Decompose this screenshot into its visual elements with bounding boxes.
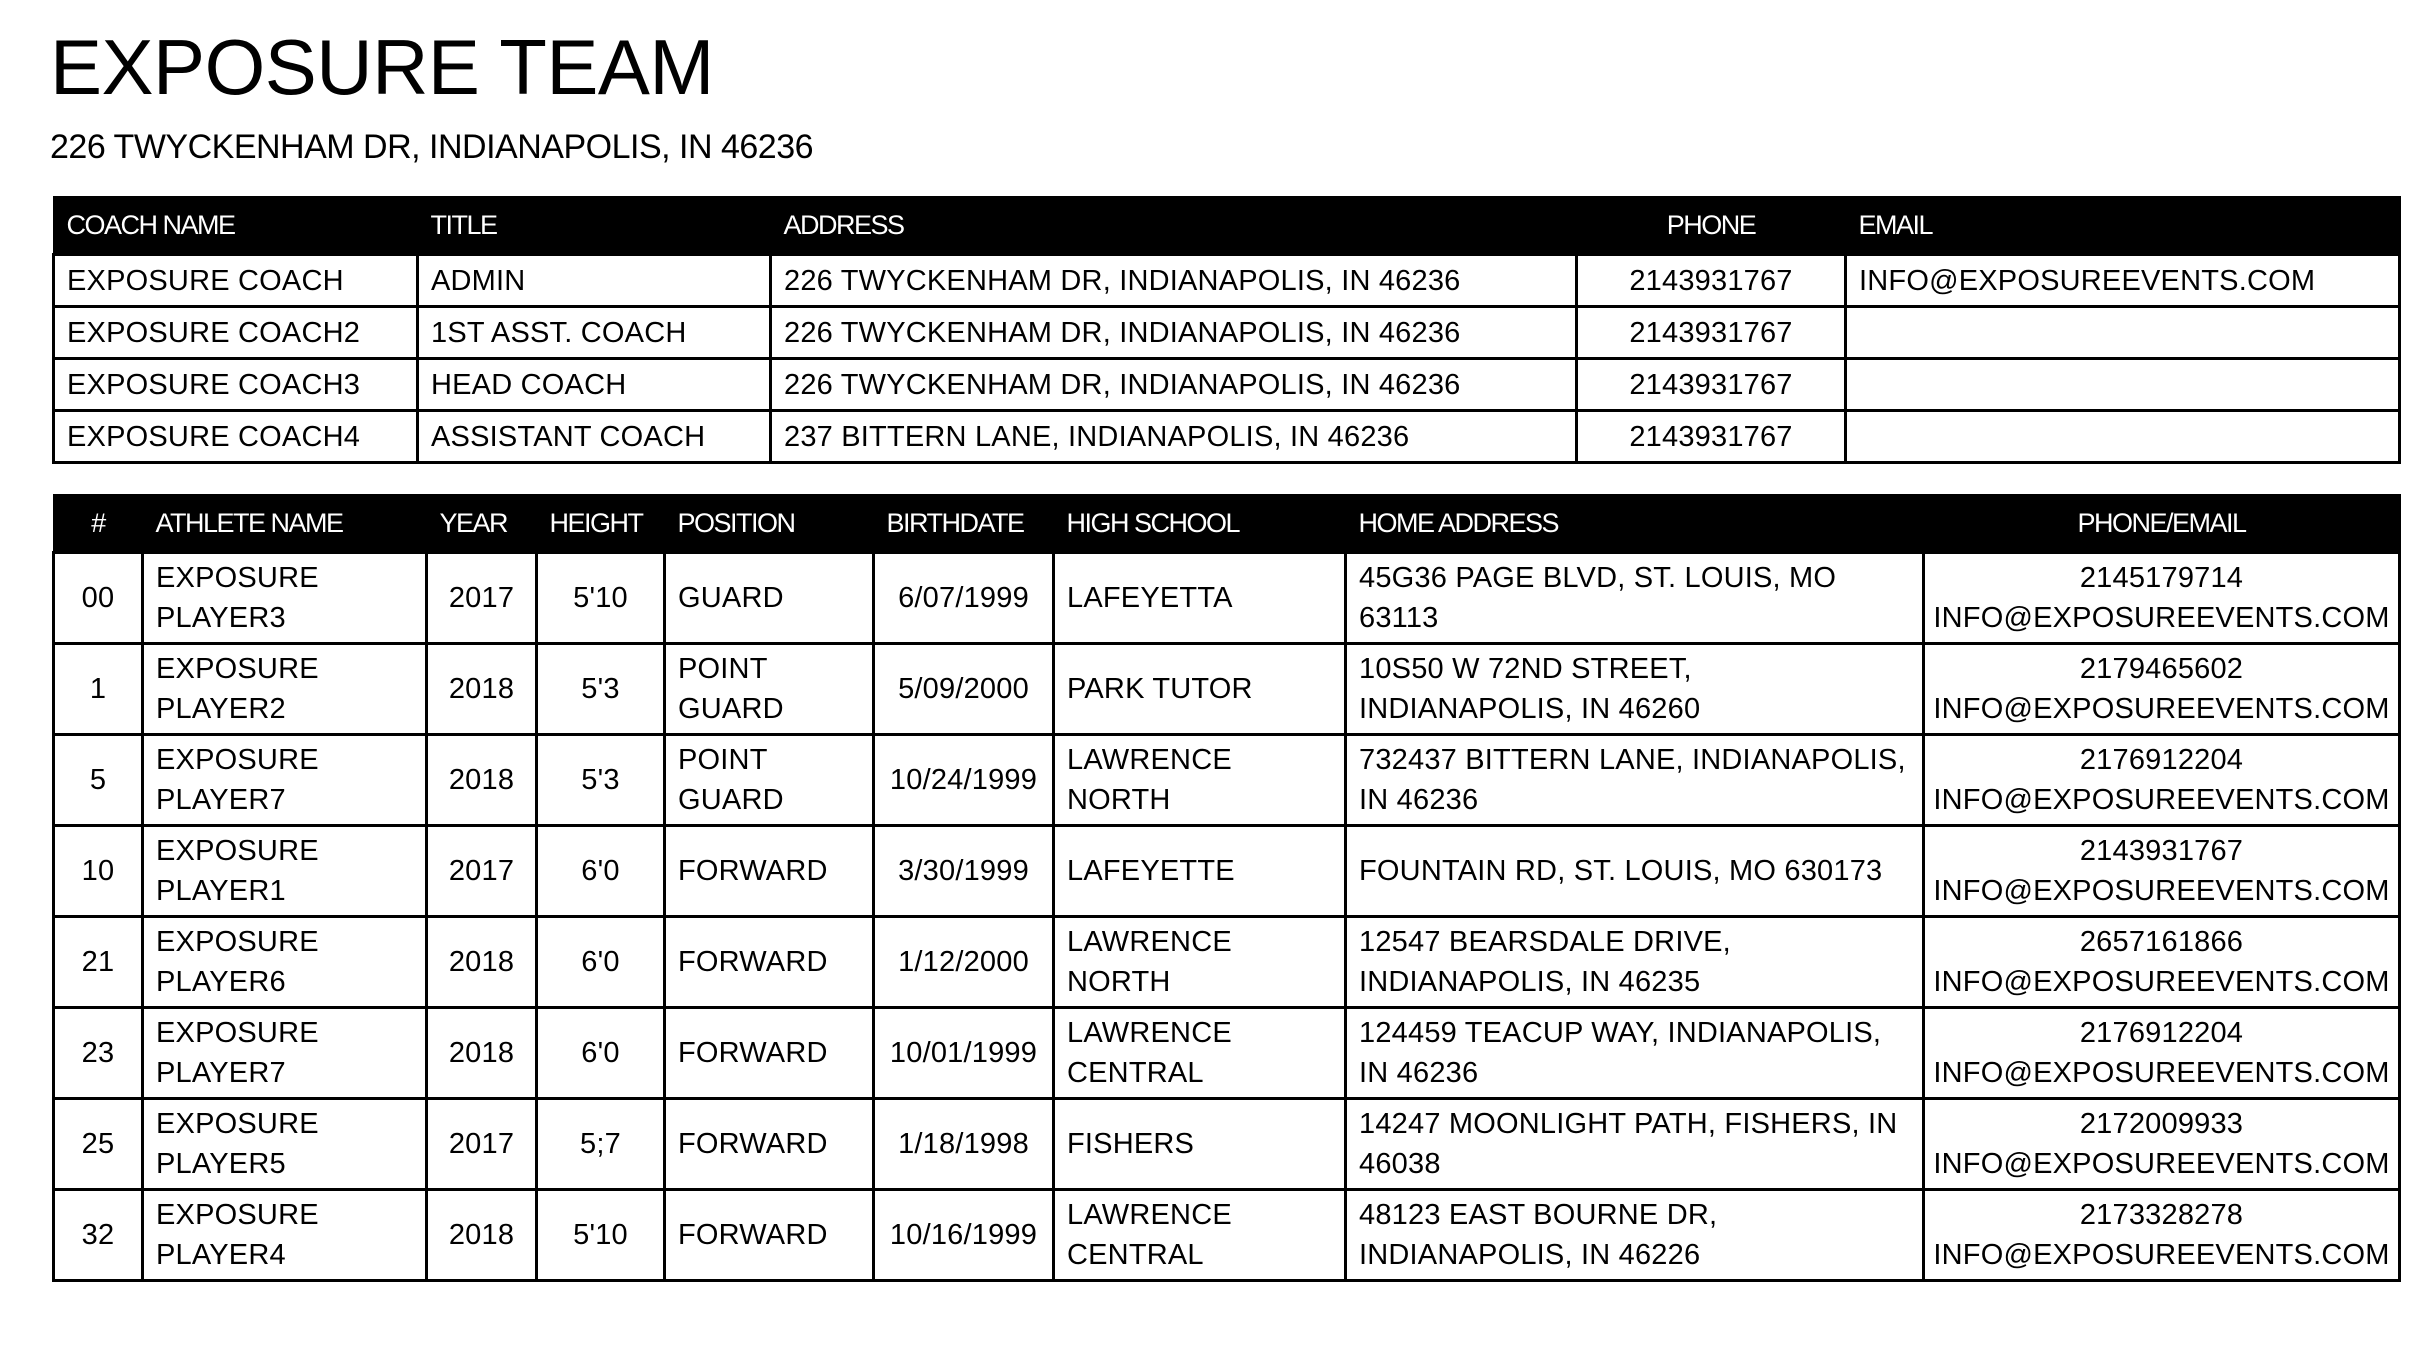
athlete-address-cell: [1346, 553, 1924, 644]
athlete-contact-cell: [1924, 644, 2400, 735]
athlete-address-cell-line-1: 10S50 W 72ND STREET,: [1359, 653, 1692, 685]
athlete-school-cell: FISHERS: [1054, 1099, 1346, 1190]
athlete-number-cell: 23: [54, 1008, 143, 1099]
athlete-address-cell-line-1: 12547 BEARSDALE DRIVE,: [1359, 926, 1731, 958]
col-email: EMAIL: [1846, 197, 2400, 255]
athlete-contact-cell: [1924, 1008, 2400, 1099]
athlete-school-cell-line-1: LAWRENCE: [1067, 1199, 1232, 1231]
col-birthdate: BIRTHDATE: [874, 495, 1054, 553]
athlete-position-cell: FORWARD: [665, 1099, 874, 1190]
athlete-birthdate-cell: 1/18/1998: [874, 1099, 1054, 1190]
athlete-contact-cell-line-1: 2173328278: [2079, 1199, 2244, 1231]
athlete-name-cell-line-2: PLAYER2: [156, 693, 286, 725]
athlete-height-cell: 5'10: [537, 553, 665, 644]
athlete-name-cell: [143, 1099, 427, 1190]
coach-address-cell: 226 TWYCKENHAM DR, INDIANAPOLIS, IN 46236: [771, 255, 1577, 307]
athlete-birthdate-cell: 10/16/1999: [874, 1190, 1054, 1281]
athlete-row: [54, 1190, 2400, 1281]
col-title: TITLE: [418, 197, 771, 255]
athlete-birthdate-cell: 6/07/1999: [874, 553, 1054, 644]
coach-name-cell: EXPOSURE COACH: [54, 255, 418, 307]
athlete-contact-cell: [1924, 917, 2400, 1008]
athlete-row: [54, 917, 2400, 1008]
athlete-name-cell: [143, 1008, 427, 1099]
athlete-school-cell: [1054, 735, 1346, 826]
athlete-contact-cell-line-1: 2143931767: [2079, 835, 2244, 867]
athlete-position-cell: FORWARD: [665, 826, 874, 917]
athlete-name-cell-line-1: EXPOSURE: [156, 1017, 319, 1049]
athlete-contact-cell-line-2: INFO@EXPOSUREEVENTS.COM: [1933, 784, 2390, 816]
coach-phone-cell: 2143931767: [1577, 359, 1846, 411]
athlete-position-cell-line-2: GUARD: [678, 784, 784, 816]
athlete-contact-cell: [1924, 1099, 2400, 1190]
athlete-row: [54, 1008, 2400, 1099]
athlete-school-cell-line-2: NORTH: [1067, 784, 1171, 816]
athlete-school-cell: LAFEYETTE: [1054, 826, 1346, 917]
athlete-position-cell: FORWARD: [665, 1008, 874, 1099]
athlete-address-cell-line-2: IN 46236: [1359, 784, 1479, 816]
athlete-table: [52, 494, 2401, 1282]
col-phone: PHONE: [1577, 197, 1846, 255]
athlete-contact-cell-line-1: 2657161866: [2079, 926, 2244, 958]
athlete-row: [54, 553, 2400, 644]
coach-title-cell: ADMIN: [418, 255, 771, 307]
athlete-height-cell: 5'3: [537, 644, 665, 735]
coach-address-cell: 226 TWYCKENHAM DR, INDIANAPOLIS, IN 46236: [771, 307, 1577, 359]
athlete-contact-cell-line-1: 2172009933: [2079, 1108, 2244, 1140]
athlete-name-cell-line-1: EXPOSURE: [156, 653, 319, 685]
athlete-position-cell-line-2: GUARD: [678, 693, 784, 725]
athlete-position-cell: [665, 735, 874, 826]
athlete-height-cell: 6'0: [537, 917, 665, 1008]
athlete-contact-cell-line-2: INFO@EXPOSUREEVENTS.COM: [1933, 1148, 2390, 1180]
athlete-year-cell: 2018: [427, 735, 537, 826]
athlete-address-cell-line-2: 63113: [1359, 602, 1439, 634]
coach-title-cell: HEAD COACH: [418, 359, 771, 411]
athlete-contact-cell: [1924, 1190, 2400, 1281]
coach-phone-cell: 2143931767: [1577, 411, 1846, 463]
athlete-contact-cell-line-2: INFO@EXPOSUREEVENTS.COM: [1933, 602, 2390, 634]
athlete-contact-cell-line-2: INFO@EXPOSUREEVENTS.COM: [1933, 693, 2390, 725]
athlete-year-cell: 2018: [427, 1190, 537, 1281]
athlete-contact-cell: [1924, 826, 2400, 917]
athlete-birthdate-cell: 10/01/1999: [874, 1008, 1054, 1099]
athlete-contact-cell-line-2: INFO@EXPOSUREEVENTS.COM: [1933, 1057, 2390, 1089]
team-address: 226 TWYCKENHAM DR, INDIANAPOLIS, IN 46236: [50, 128, 814, 166]
athlete-name-cell-line-1: EXPOSURE: [156, 744, 319, 776]
col-home-address: HOME ADDRESS: [1346, 495, 1924, 553]
athlete-number-cell: 1: [54, 644, 143, 735]
athlete-address-cell-line-2: INDIANAPOLIS, IN 46260: [1359, 693, 1701, 725]
athlete-school-cell: [1054, 1190, 1346, 1281]
athlete-school-cell-line-1: LAWRENCE: [1067, 1017, 1232, 1049]
athlete-contact-cell: [1924, 735, 2400, 826]
athlete-year-cell: 2018: [427, 644, 537, 735]
athlete-row: [54, 826, 2400, 917]
col-phone-email: PHONE/EMAIL: [1924, 495, 2400, 553]
coach-name-cell: EXPOSURE COACH4: [54, 411, 418, 463]
athlete-year-cell: 2017: [427, 826, 537, 917]
athlete-height-cell: 6'0: [537, 1008, 665, 1099]
athlete-address-cell: FOUNTAIN RD, ST. LOUIS, MO 630173: [1346, 826, 1924, 917]
coach-row: [54, 411, 2400, 463]
athlete-name-cell-line-1: EXPOSURE: [156, 835, 319, 867]
athlete-name-cell-line-2: PLAYER5: [156, 1148, 286, 1180]
athlete-address-cell: [1346, 1099, 1924, 1190]
athlete-address-cell-line-1: 14247 MOONLIGHT PATH, FISHERS, IN: [1359, 1108, 1898, 1140]
athlete-address-cell-line-1: 732437 BITTERN LANE, INDIANAPOLIS,: [1359, 744, 1906, 776]
athlete-row: [54, 1099, 2400, 1190]
athlete-height-cell: 5;7: [537, 1099, 665, 1190]
athlete-address-cell-line-2: INDIANAPOLIS, IN 46235: [1359, 966, 1701, 998]
athlete-name-cell-line-2: PLAYER3: [156, 602, 286, 634]
athlete-number-cell: 10: [54, 826, 143, 917]
coach-phone-cell: 2143931767: [1577, 307, 1846, 359]
athlete-name-cell: [143, 553, 427, 644]
coach-row: [54, 359, 2400, 411]
athlete-year-cell: 2018: [427, 917, 537, 1008]
athlete-address-cell: [1346, 735, 1924, 826]
athlete-row: [54, 735, 2400, 826]
athlete-position-cell: FORWARD: [665, 917, 874, 1008]
athlete-birthdate-cell: 5/09/2000: [874, 644, 1054, 735]
athlete-contact-cell-line-1: 2145179714: [2079, 562, 2244, 594]
athlete-school-cell: LAFEYETTA: [1054, 553, 1346, 644]
athlete-school-cell-line-1: LAWRENCE: [1067, 744, 1232, 776]
coach-address-cell: 226 TWYCKENHAM DR, INDIANAPOLIS, IN 46236: [771, 359, 1577, 411]
coach-name-cell: EXPOSURE COACH3: [54, 359, 418, 411]
col-coach-name: COACH NAME: [54, 197, 418, 255]
coach-phone-cell: 2143931767: [1577, 255, 1846, 307]
athlete-address-cell: [1346, 1190, 1924, 1281]
athlete-name-cell-line-2: PLAYER1: [156, 875, 286, 907]
col-address: ADDRESS: [771, 197, 1577, 255]
athlete-name-cell-line-1: EXPOSURE: [156, 926, 319, 958]
athlete-position-cell: FORWARD: [665, 1190, 874, 1281]
athlete-table-header: [54, 495, 2400, 553]
coach-table: [52, 196, 2401, 464]
coach-email-cell: INFO@EXPOSUREEVENTS.COM: [1846, 255, 2400, 307]
athlete-name-cell: [143, 826, 427, 917]
coach-title-cell: ASSISTANT COACH: [418, 411, 771, 463]
athlete-address-cell: [1346, 917, 1924, 1008]
athlete-position-cell-line-1: POINT: [678, 653, 768, 685]
athlete-number-cell: 00: [54, 553, 143, 644]
col-year: YEAR: [427, 495, 537, 553]
athlete-number-cell: 25: [54, 1099, 143, 1190]
athlete-address-cell-line-1: 48123 EAST BOURNE DR,: [1359, 1199, 1718, 1231]
coach-table-header: [54, 197, 2400, 255]
athlete-school-cell-line-2: CENTRAL: [1067, 1239, 1204, 1271]
athlete-position-cell: GUARD: [665, 553, 874, 644]
athlete-name-cell-line-1: EXPOSURE: [156, 1199, 319, 1231]
athlete-name-cell-line-2: PLAYER7: [156, 1057, 286, 1089]
athlete-year-cell: 2017: [427, 1099, 537, 1190]
athlete-school-cell: [1054, 1008, 1346, 1099]
athlete-school-cell: PARK TUTOR: [1054, 644, 1346, 735]
athlete-birthdate-cell: 3/30/1999: [874, 826, 1054, 917]
coach-email-cell: [1846, 359, 2400, 411]
athlete-year-cell: 2018: [427, 1008, 537, 1099]
athlete-height-cell: 5'10: [537, 1190, 665, 1281]
athlete-row: [54, 644, 2400, 735]
athlete-position-cell-line-1: POINT: [678, 744, 768, 776]
col-athlete-name: ATHLETE NAME: [143, 495, 427, 553]
athlete-name-cell-line-1: EXPOSURE: [156, 1108, 319, 1140]
athlete-height-cell: 5'3: [537, 735, 665, 826]
coach-email-cell: [1846, 411, 2400, 463]
athlete-birthdate-cell: 1/12/2000: [874, 917, 1054, 1008]
athlete-contact-cell-line-1: 2176912204: [2079, 1017, 2244, 1049]
athlete-school-cell-line-2: NORTH: [1067, 966, 1171, 998]
athlete-address-cell-line-1: 124459 TEACUP WAY, INDIANAPOLIS,: [1359, 1017, 1882, 1049]
athlete-position-cell: [665, 644, 874, 735]
athlete-contact-cell: [1924, 553, 2400, 644]
col-height: HEIGHT: [537, 495, 665, 553]
coach-row: [54, 255, 2400, 307]
athlete-school-cell: [1054, 917, 1346, 1008]
coach-name-cell: EXPOSURE COACH2: [54, 307, 418, 359]
athlete-contact-cell-line-2: INFO@EXPOSUREEVENTS.COM: [1933, 875, 2390, 907]
athlete-contact-cell-line-2: INFO@EXPOSUREEVENTS.COM: [1933, 1239, 2390, 1271]
col-position: POSITION: [665, 495, 874, 553]
athlete-name-cell-line-1: EXPOSURE: [156, 562, 319, 594]
athlete-height-cell: 6'0: [537, 826, 665, 917]
col-high-school: HIGH SCHOOL: [1054, 495, 1346, 553]
athlete-contact-cell-line-1: 2176912204: [2079, 744, 2244, 776]
athlete-name-cell-line-2: PLAYER6: [156, 966, 286, 998]
col-number: #: [54, 495, 143, 553]
athlete-contact-cell-line-2: INFO@EXPOSUREEVENTS.COM: [1933, 966, 2390, 998]
athlete-address-cell-line-2: 46038: [1359, 1148, 1441, 1180]
athlete-name-cell: [143, 735, 427, 826]
athlete-number-cell: 21: [54, 917, 143, 1008]
athlete-address-cell: [1346, 1008, 1924, 1099]
team-name: EXPOSURE TEAM: [50, 23, 714, 111]
athlete-school-cell-line-1: LAWRENCE: [1067, 926, 1232, 958]
athlete-name-cell: [143, 917, 427, 1008]
athlete-name-cell: [143, 1190, 427, 1281]
athlete-number-cell: 5: [54, 735, 143, 826]
athlete-address-cell-line-2: INDIANAPOLIS, IN 46226: [1359, 1239, 1701, 1271]
athlete-name-cell-line-2: PLAYER7: [156, 784, 286, 816]
coach-title-cell: 1ST ASST. COACH: [418, 307, 771, 359]
athlete-name-cell: [143, 644, 427, 735]
athlete-birthdate-cell: 10/24/1999: [874, 735, 1054, 826]
athlete-address-cell-line-1: 45G36 PAGE BLVD, ST. LOUIS, MO: [1359, 562, 1837, 594]
athlete-address-cell-line-2: IN 46236: [1359, 1057, 1479, 1089]
athlete-address-cell: [1346, 644, 1924, 735]
athlete-name-cell-line-2: PLAYER4: [156, 1239, 286, 1271]
coach-address-cell: 237 BITTERN LANE, INDIANAPOLIS, IN 46236: [771, 411, 1577, 463]
athlete-school-cell-line-2: CENTRAL: [1067, 1057, 1204, 1089]
coach-email-cell: [1846, 307, 2400, 359]
athlete-year-cell: 2017: [427, 553, 537, 644]
athlete-number-cell: 32: [54, 1190, 143, 1281]
coach-row: [54, 307, 2400, 359]
athlete-contact-cell-line-1: 2179465602: [2079, 653, 2244, 685]
